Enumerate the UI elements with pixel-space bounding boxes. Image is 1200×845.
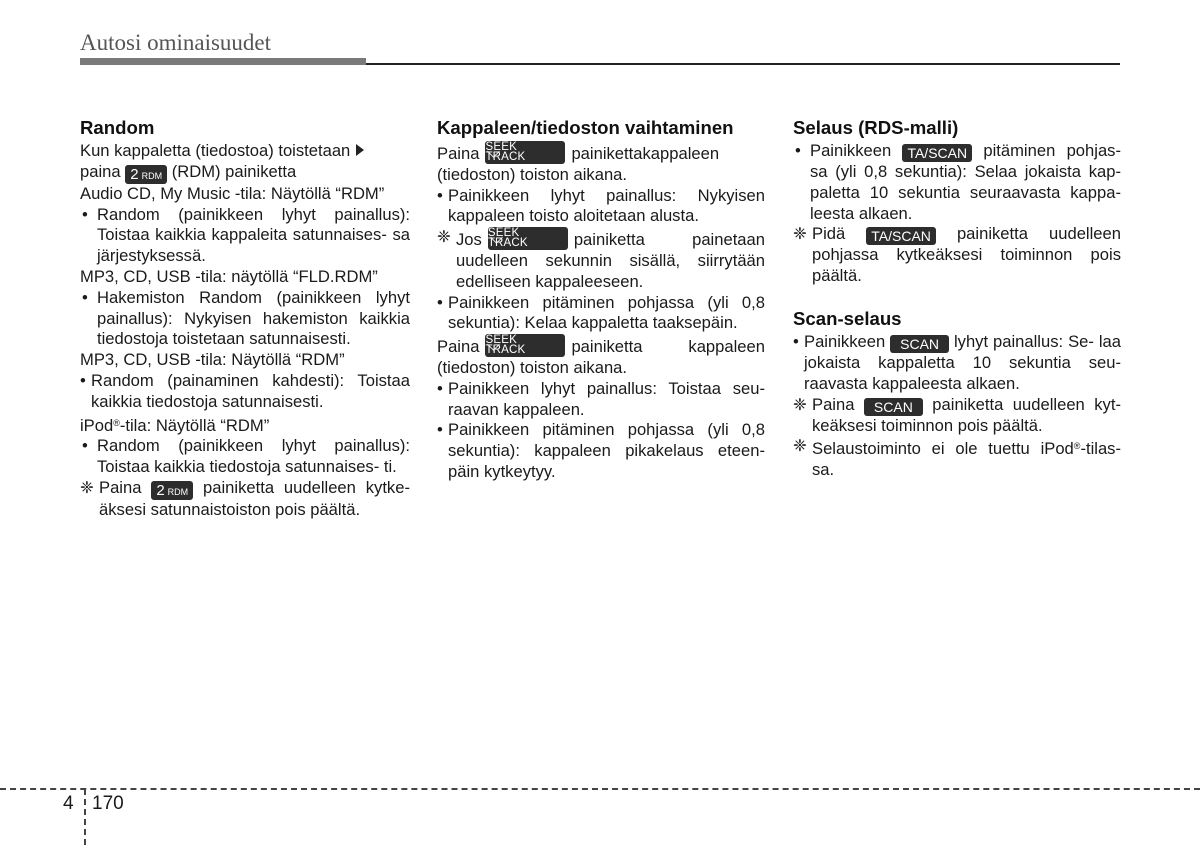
bullet-icon: •	[793, 331, 799, 351]
bullet-icon: •	[437, 185, 443, 205]
heading-track-change: Kappaleen/tiedoston vaihtaminen	[437, 117, 734, 138]
heading-rds-scan: Selaus (RDS-malli)	[793, 117, 959, 138]
list-item	[437, 186, 765, 228]
track-prev-text: painikettakappaleen (tiedoston) toiston aikana.	[437, 144, 720, 184]
seek-track-down-button-icon	[488, 227, 568, 250]
note-item	[793, 224, 1121, 287]
list-item-text-post: lyhyt painallus: Se- laa jokaista kappaletta 10 sekuntia seu- raavasta kappaleesta alkaen.	[804, 331, 1121, 393]
note-icon: ❈	[793, 436, 807, 456]
list-item-text: Painikkeen pitäminen pohjassa (yli 0,8 sekuntia): Kelaa kappaletta taaksepäin.	[448, 292, 765, 333]
note-text-post: painiketta uudelleen kyt- keäksesi toiminnon pois päältä.	[812, 394, 1121, 435]
rdm-button-label: RDM	[141, 170, 163, 181]
rdm-button-icon	[125, 165, 167, 184]
ipod-mode-text: -tila: Näytöllä “RDM”	[119, 415, 270, 435]
registered-mark: ®	[113, 417, 120, 428]
track-label: TRACK	[487, 237, 528, 250]
bullet-icon: •	[437, 378, 443, 398]
spacer	[793, 287, 1121, 307]
chapter-number: 4	[63, 793, 74, 814]
bullet-icon: •	[82, 436, 88, 456]
list-item-text: Random (painikkeen lyhyt painallus): Toistaa kaikkia tiedostoja satunnaises- ti.	[97, 436, 410, 477]
random-intro	[80, 141, 410, 184]
footer-dashed-rule	[0, 788, 1200, 790]
bullet-icon: •	[80, 370, 86, 390]
bullet-icon: •	[437, 420, 443, 440]
note-icon: ❈	[793, 224, 807, 244]
ipod-mode	[80, 413, 410, 437]
track-prev-intro	[437, 141, 765, 186]
rdm-button-icon	[151, 481, 193, 500]
list-item	[437, 293, 765, 335]
note-item	[80, 478, 410, 521]
note-text-pre: Paina	[99, 477, 142, 497]
list-item-text: Hakemiston Random (painikkeen lyhyt painallus): Nykyisen hakemiston kaikkia tiedostoja toistetaan satunnaisesti.	[97, 287, 410, 349]
column-track-change	[437, 116, 765, 483]
note-icon: ❈	[437, 227, 451, 247]
bullet-icon: •	[795, 141, 801, 160]
note-text-pre: Pidä	[812, 224, 846, 244]
seek-track-down-button-icon	[485, 141, 565, 164]
list-item	[793, 332, 1121, 395]
registered-mark: ®	[1073, 441, 1081, 452]
list-item-text-pre: Painikkeen	[810, 141, 892, 160]
seek-label: SEEK	[485, 141, 517, 153]
note-item	[437, 227, 765, 292]
page-number: 170	[92, 793, 124, 814]
note-text-pre: Jos	[456, 230, 482, 250]
list-item	[80, 288, 410, 350]
note-item	[793, 395, 1121, 437]
scan-button-icon: SCAN	[890, 335, 949, 353]
random-intro-text: Kun kappaletta (tiedostoa) toistetaan	[80, 141, 351, 160]
bullet-icon: •	[82, 287, 88, 307]
note-item	[793, 436, 1121, 481]
mp3-mode-fld: MP3, CD, USB -tila: näytöllä “FLD.RDM”	[80, 266, 378, 286]
bullet-icon: •	[82, 204, 88, 224]
page-header-title: Autosi ominaisuudet	[80, 30, 272, 55]
header-rule-thick	[80, 58, 366, 65]
note-text-post: painiketta uudelleen kytke- äksesi satunnaistoiston pois päältä.	[99, 477, 410, 519]
note-text-post: painiketta painetaan uudelleen sekunnin sisällä, siirrytään edelliseen kappaleeseen.	[456, 230, 765, 291]
list-item-text: Painikkeen lyhyt painallus: Toistaa seu- raavan kappaleen.	[448, 378, 765, 419]
paina-text: Paina	[437, 337, 480, 357]
heading-random: Random	[80, 117, 155, 138]
footer-dashed-divider	[84, 789, 86, 845]
column-scan	[793, 116, 1121, 481]
random-intro-rdm: (RDM) painiketta	[171, 161, 297, 181]
list-item	[793, 141, 1121, 224]
track-label: TRACK	[485, 151, 526, 163]
note-text-post: painiketta uudelleen pohjassa kytkeäksesi toiminnon pois päältä.	[812, 224, 1121, 286]
note-text-pre: Paina	[812, 394, 855, 414]
play-triangle-icon	[356, 144, 364, 156]
track-label: TRACK	[485, 344, 526, 357]
list-item-text: Painikkeen pitäminen pohjassa (yli 0,8 sekuntia): kappaleen pikakelaus eteen- päin kytkeytyy.	[448, 420, 765, 481]
list-item-text: Painikkeen lyhyt painallus: Nykyisen kappaleen toisto aloitetaan alusta.	[448, 185, 765, 226]
ta-scan-button-icon: TA/SCAN	[902, 144, 972, 162]
list-item	[437, 420, 765, 482]
list-item-text: Random (painikkeen lyhyt painallus): Toistaa kaikkia kappaleita satunnaises- sa järjestyksessä.	[97, 204, 410, 266]
column-random	[80, 116, 410, 521]
list-item	[437, 379, 765, 421]
seek-label: SEEK	[485, 334, 517, 347]
paina-text: Paina	[437, 144, 480, 163]
note-icon: ❈	[793, 394, 807, 414]
header-rule-thin	[366, 63, 1120, 65]
rdm-button-number: 2	[130, 165, 139, 183]
seek-label: SEEK	[487, 227, 520, 240]
ta-scan-button-icon: TA/SCAN	[866, 227, 936, 245]
list-item-text-post: pitäminen pohjas- sa (yli 0,8 sekuntia): Selaa jokaista kap- paletta 10 sekuntia seuraavasta kappa- leesta alkaen.	[810, 141, 1121, 223]
scan-button-icon: SCAN	[864, 398, 923, 416]
audio-cd-mode: Audio CD, My Music -tila: Näytöllä “RDM”	[80, 183, 385, 203]
note-text-post: -tilas- sa.	[812, 439, 1121, 480]
ipod-text: iPod	[80, 415, 114, 435]
list-item	[80, 436, 410, 478]
list-item-text: Random (painaminen kahdesti): Toistaa kaikkia tiedostoja satunnaisesti.	[91, 370, 410, 411]
list-item	[80, 205, 410, 267]
seek-track-up-button-icon	[485, 334, 565, 357]
note-text-pre: Selaustoiminto ei ole tuettu iPod	[812, 439, 1074, 459]
mp3-mode-rdm: MP3, CD, USB -tila: Näytöllä “RDM”	[80, 350, 345, 370]
rdm-button-label: RDM	[167, 486, 189, 497]
random-intro-paina: paina	[80, 161, 121, 181]
track-next-text: painiketta kappaleen (tiedoston) toiston aikana.	[437, 337, 765, 377]
track-next-intro	[437, 334, 765, 379]
heading-scan-selaus: Scan-selaus	[793, 307, 902, 329]
bullet-icon: •	[437, 292, 443, 312]
list-item-text-pre: Painikkeen	[804, 331, 886, 351]
note-icon: ❈	[80, 477, 94, 497]
rdm-button-number: 2	[156, 481, 165, 499]
list-item	[80, 371, 410, 413]
